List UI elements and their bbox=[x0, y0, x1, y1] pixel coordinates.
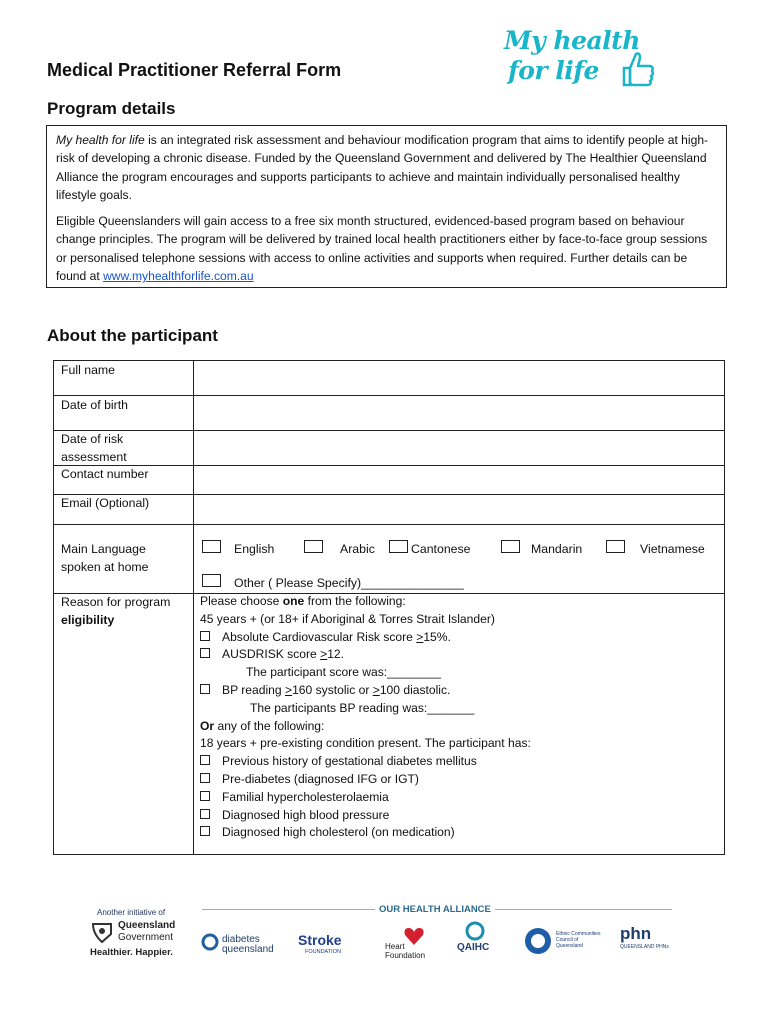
logo-line2: for life bbox=[508, 56, 599, 85]
qld-name: Queensland bbox=[118, 920, 176, 931]
logo-line1: My health bbox=[504, 26, 640, 55]
full-name-field[interactable] bbox=[194, 362, 724, 394]
qaihc-logo: QAIHC bbox=[457, 942, 490, 953]
risk-assessment-date-label: Date of risk assessment bbox=[61, 432, 127, 464]
condition-checkbox[interactable] bbox=[200, 809, 210, 819]
page-title: Medical Practitioner Referral Form bbox=[47, 60, 342, 80]
participant-table bbox=[53, 360, 725, 855]
bp-checkbox[interactable] bbox=[200, 684, 210, 694]
or-text: any of the following: bbox=[214, 718, 325, 733]
reason-label-text: Reason for program bbox=[61, 595, 171, 609]
contact-number-label: Contact number bbox=[61, 467, 149, 481]
condition-checkbox[interactable] bbox=[200, 826, 210, 836]
main-language-label: Main Language spoken at home bbox=[61, 542, 149, 574]
full-name-label: Full name bbox=[61, 363, 115, 377]
bp-reading-line: The participants BP reading was:_______ bbox=[250, 700, 475, 715]
bp-symbol-1: > bbox=[284, 682, 293, 697]
reason-label-bold: eligibility bbox=[61, 612, 115, 627]
ausdrisk-score-line: The participant score was:________ bbox=[246, 665, 441, 680]
dob-label: Date of birth bbox=[61, 398, 128, 412]
condition-intro: 18 years + pre-existing condition present. The participant has: bbox=[200, 736, 531, 751]
english-checkbox[interactable] bbox=[202, 540, 221, 553]
vietnamese-checkbox[interactable] bbox=[606, 540, 625, 553]
vietnamese-label: Vietnamese bbox=[640, 542, 705, 556]
my-health-for-life-logo bbox=[500, 26, 670, 96]
website-link[interactable]: www.myhealthforlife.com.au bbox=[103, 269, 254, 284]
program-name: My health for life bbox=[56, 133, 145, 147]
ausdrisk-checkbox[interactable] bbox=[200, 648, 210, 658]
alliance-title: OUR HEALTH ALLIANCE bbox=[375, 904, 495, 915]
eligibility-criteria bbox=[200, 593, 720, 842]
condition-checkbox[interactable] bbox=[200, 791, 210, 801]
about-participant-heading: About the participant bbox=[47, 326, 218, 345]
program-details-box bbox=[46, 125, 727, 288]
condition-item bbox=[200, 789, 720, 807]
program-paragraph-2 bbox=[56, 212, 717, 285]
condition-item bbox=[200, 771, 720, 789]
cvr-symbol: > bbox=[416, 629, 424, 644]
other-language-label: Other ( Please Specify)_______________ bbox=[234, 576, 464, 590]
risk-assessment-date-field[interactable] bbox=[194, 431, 724, 464]
cvr-checkbox[interactable] bbox=[200, 631, 210, 641]
mandarin-label: Mandarin bbox=[531, 542, 583, 556]
program-paragraph-2-text: Eligible Queenslanders will gain access to a free six month structured, evidenced-based program based on behaviour change principles. The program will be delivered by trained local health practitioners either by face-to-face group sessions or personalised telephone sessions with access to online activities and supports when required. Further details can be found at bbox=[56, 214, 708, 284]
condition-label: Previous history of gestational diabetes mellitus bbox=[222, 754, 477, 769]
cvr-value: 15%. bbox=[423, 629, 451, 644]
reason-label bbox=[61, 594, 170, 629]
stroke-logo: Stroke bbox=[298, 932, 342, 948]
email-label: Email (Optional) bbox=[61, 496, 150, 510]
intro-text-end: from the following: bbox=[304, 594, 406, 608]
condition-label: Familial hypercholesterolaemia bbox=[222, 789, 389, 804]
english-label: English bbox=[234, 542, 275, 556]
ethnic-council-name: Ethnic Communities Council of Queensland bbox=[556, 931, 601, 949]
email-field[interactable] bbox=[194, 495, 724, 523]
condition-label: Diagnosed high blood pressure bbox=[222, 807, 390, 822]
eligibility-intro bbox=[200, 593, 720, 611]
criteria-bp bbox=[200, 682, 720, 700]
cantonese-checkbox[interactable] bbox=[389, 540, 408, 553]
condition-item bbox=[200, 824, 720, 842]
phn-subtitle: QUEENSLAND PHNs bbox=[620, 944, 669, 950]
intro-bold: one bbox=[282, 594, 305, 608]
ausdrisk-symbol: > bbox=[320, 647, 328, 662]
heart-foundation: Foundation bbox=[385, 951, 426, 960]
or-line bbox=[200, 718, 720, 736]
phn-logo: phn bbox=[620, 924, 652, 943]
cantonese-label: Cantonese bbox=[411, 542, 471, 556]
mandarin-checkbox[interactable] bbox=[501, 540, 520, 553]
other-language-checkbox[interactable] bbox=[202, 574, 221, 587]
condition-item bbox=[200, 753, 720, 771]
bp-diastolic: 100 diastolic. bbox=[379, 682, 451, 697]
row-line bbox=[54, 524, 724, 525]
condition-checkbox[interactable] bbox=[200, 755, 210, 765]
bp-systolic: 160 systolic or bbox=[292, 682, 373, 697]
heart-icon bbox=[403, 926, 425, 946]
diabetes-name: diabetes bbox=[222, 934, 260, 945]
arabic-label: Arabic bbox=[340, 542, 375, 556]
ausdrisk-value: 12. bbox=[327, 647, 345, 662]
ethnic-council-icon bbox=[523, 926, 553, 956]
initiative-text: Another initiative of bbox=[97, 908, 166, 917]
qld-tagline: Healthier. Happier. bbox=[90, 947, 173, 958]
stroke-foundation: FOUNDATION bbox=[305, 949, 341, 955]
condition-item bbox=[200, 807, 720, 825]
program-paragraph-1 bbox=[56, 131, 717, 204]
qaihc-icon bbox=[465, 920, 485, 942]
ausdrisk-text: AUSDRISK score bbox=[222, 647, 321, 662]
bp-text: BP reading bbox=[222, 682, 285, 697]
condition-label: Diagnosed high cholesterol (on medication) bbox=[222, 825, 455, 840]
arabic-checkbox[interactable] bbox=[304, 540, 323, 553]
cvr-text: Absolute Cardiovascular Risk score bbox=[222, 629, 417, 644]
qld-crest-icon bbox=[90, 920, 114, 944]
program-paragraph-1-text: is an integrated risk assessment and behaviour modification program that aims to identify people at high-risk of developing a chronic disease. Funded by the Queensland Government and delivered by The Healthier Queensland Alliance the program encourages and supports participants to achieve and maintain individually personalised healthy lifestyle goals. bbox=[56, 133, 709, 202]
criteria-ausdrisk bbox=[200, 646, 720, 664]
program-details-heading: Program details bbox=[47, 99, 176, 118]
diabetes-name-2: queensland bbox=[222, 944, 274, 955]
age-criteria: 45 years + (or 18+ if Aboriginal & Torres Strait Islander) bbox=[200, 611, 495, 626]
heart-name: Heart bbox=[385, 942, 405, 951]
or-bold: Or bbox=[200, 718, 215, 733]
criteria-cvr bbox=[200, 629, 720, 647]
qld-government: Government bbox=[118, 932, 174, 943]
dob-field[interactable] bbox=[194, 396, 724, 429]
thumbs-up-icon bbox=[622, 50, 656, 90]
diabetes-qld-icon bbox=[201, 933, 219, 951]
condition-label: Pre-diabetes (diagnosed IFG or IGT) bbox=[222, 771, 419, 786]
footer-logos bbox=[85, 898, 685, 968]
condition-checkbox[interactable] bbox=[200, 773, 210, 783]
bp-symbol-2: > bbox=[372, 682, 380, 697]
intro-text: Please choose bbox=[200, 594, 283, 608]
contact-number-field[interactable] bbox=[194, 466, 724, 493]
